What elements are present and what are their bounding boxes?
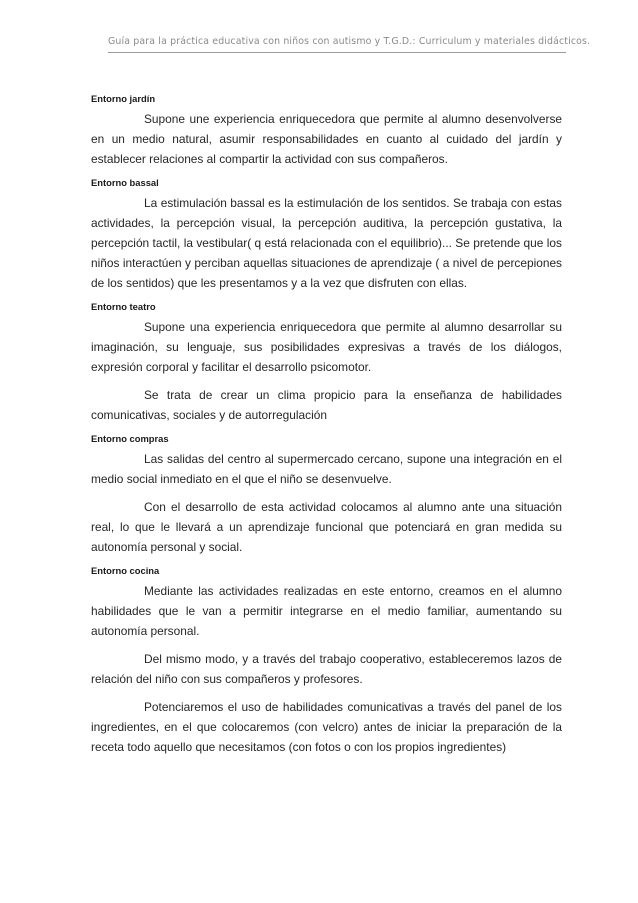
body-paragraph: Mediante las actividades realizadas en este entorno, creamos en el alumno habilidades que le van a permitir integrarse en el medio familiar, aumentando su autonomía personal. xyxy=(91,584,562,638)
section-heading: Entorno bassal xyxy=(91,177,159,188)
body-paragraph: Supone une experiencia enriquecedora que permite al alumno desenvolverse en un medio natural, asumir responsabilidades en cuanto al cuidado del jardín y establecer relaciones al compartir la actividad con sus compañeros. xyxy=(91,112,562,166)
page-body xyxy=(91,93,562,765)
body-paragraph: Con el desarrollo de esta actividad colocamos al alumno ante una situación real, lo que le llevará a un aprendizaje funcional que potenciará en gran medida su autonomía personal y social. xyxy=(91,500,562,554)
body-paragraph: La estimulación bassal es la estimulación de los sentidos. Se trabaja con estas actividades, la percepción visual, la percepción auditiva, la percepción gustativa, la percepción tactil, la vestibular( q está relacionada con el equilibrio)... Se pretende que los niños interactúen y perciban aquellas situaciones de aprendizaje ( a nivel de percepiones de los sentidos) que les presentamos y a la vez que disfruten con ellas. xyxy=(91,196,562,290)
section-heading: Entorno teatro xyxy=(91,301,156,312)
body-paragraph: Potenciaremos el uso de habilidades comunicativas a través del panel de los ingredientes, en el que colocaremos (con velcro) antes de iniciar la preparación de la receta todo aquello que necesitamos (con fotos o con los propios ingredientes) xyxy=(91,700,562,754)
section-entorno-compras xyxy=(91,433,562,557)
body-paragraph: Supone una experiencia enriquecedora que permite al alumno desarrollar su imaginación, su lenguaje, sus posibilidades expresivas a través de los diálogos, expresión corporal y facilitar el desarrollo psicomotor. xyxy=(91,320,562,374)
body-paragraph: Se trata de crear un clima propicio para la enseñanza de habilidades comunicativas, sociales y de autorregulación xyxy=(91,388,562,422)
section-entorno-bassal xyxy=(91,177,562,293)
section-entorno-teatro xyxy=(91,301,562,425)
body-paragraph: Del mismo modo, y a través del trabajo cooperativo, estableceremos lazos de relación del niño con sus compañeros y profesores. xyxy=(91,652,562,686)
running-header: Guía para la práctica educativa con niños con autismo y T.G.D.: Curriculum y materiales didácticos. xyxy=(108,36,566,53)
body-paragraph: Las salidas del centro al supermercado cercano, supone una integración en el medio social inmediato en el que el niño se desenvuelve. xyxy=(91,452,562,486)
section-heading: Entorno cocina xyxy=(91,565,160,576)
section-entorno-cocina xyxy=(91,565,562,757)
section-heading: Entorno compras xyxy=(91,433,169,444)
section-heading: Entorno jardín xyxy=(91,93,156,104)
section-entorno-jardin xyxy=(91,93,562,169)
